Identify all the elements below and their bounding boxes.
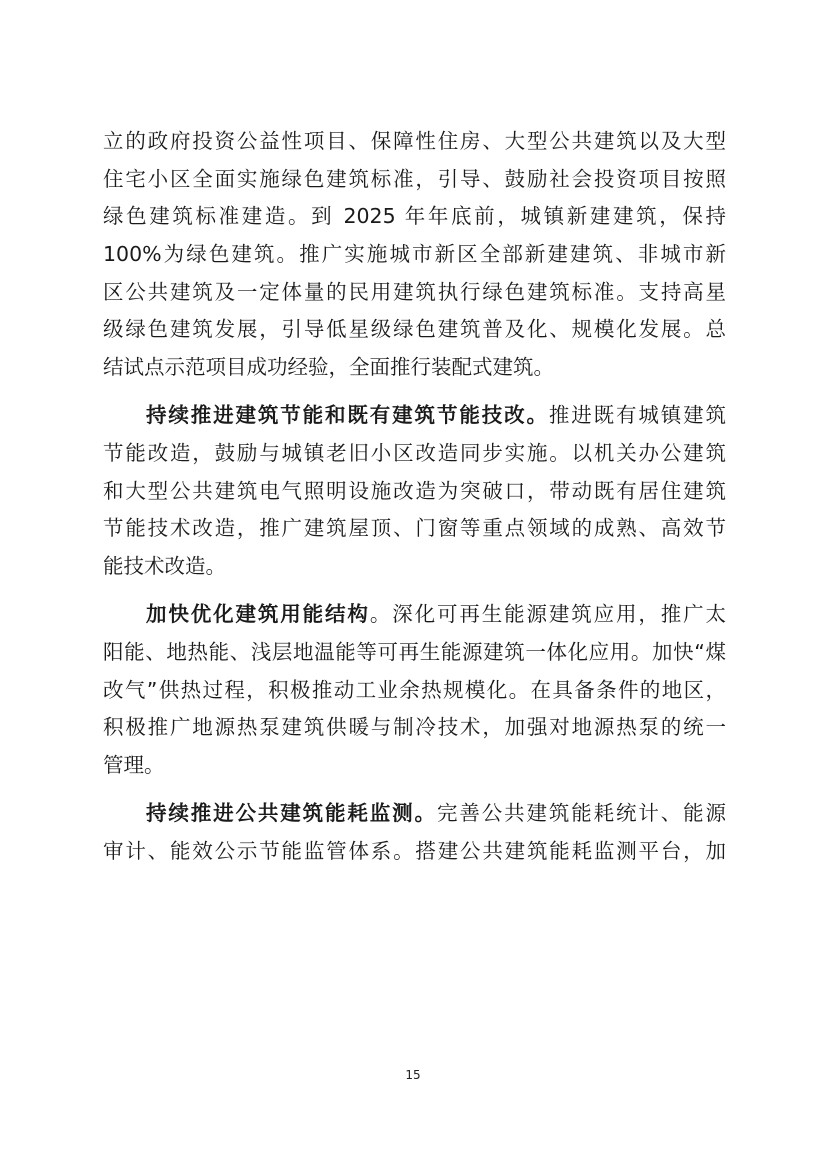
text-line: 和大型公共建筑电气照明设施改造为突破口，带动既有居住建筑	[103, 478, 726, 503]
paragraph-heading: 持续推进建筑节能和既有建筑节能技改。	[146, 403, 549, 428]
text-line: 100%为绿色建筑。推广实施城市新区全部新建建筑、非城市新	[103, 242, 726, 267]
text-line: 管理。	[103, 753, 165, 777]
paragraph-heading: 加快优化建筑用能结构	[146, 602, 370, 627]
text-line: 阳能、地热能、浅层地温能等可再生能源建筑一体化应用。加快“煤	[103, 639, 726, 664]
text-line: 绿色建筑标准建造。到 2025 年年底前，城镇新建建筑，保持	[103, 204, 726, 229]
paragraph-text: 推进既有城镇建筑	[548, 403, 726, 428]
paragraph-first-line	[103, 596, 726, 634]
paragraph-text: 。深化可再生能源建筑应用，推广太	[369, 602, 726, 627]
paragraph-first-line	[103, 795, 726, 833]
paragraph-first-line	[103, 397, 726, 435]
paragraph-heading: 持续推进公共建筑能耗监测。	[146, 801, 437, 826]
text-line: 立的政府投资公益性项目、保障性住房、大型公共建筑以及大型	[103, 129, 726, 153]
page-number: 15	[405, 1068, 421, 1082]
text-line: 节能改造，鼓励与城镇老旧小区改造同步实施。以机关办公建筑	[103, 441, 726, 465]
text-line: 区公共建筑及一定体量的民用建筑执行绿色建筑标准。支持高星	[103, 279, 726, 304]
paragraph-text: 完善公共建筑能耗统计、能源	[436, 801, 726, 826]
text-line: 积极推广地源热泵建筑供暖与制冷技术，加强对地源热泵的统一	[103, 715, 726, 740]
text-line: 结试点示范项目成功经验，全面推行装配式建筑。	[103, 355, 554, 380]
text-line: 住宅小区全面实施绿色建筑标准，引导、鼓励社会投资项目按照	[103, 166, 726, 191]
text-line: 节能技术改造，推广建筑屋顶、门窗等重点领域的成熟、高效节	[103, 516, 726, 541]
text-line: 能技术改造。	[103, 554, 226, 579]
text-line: 级绿色建筑发展，引导低星级绿色建筑普及化、规模化发展。总	[103, 317, 726, 342]
text-line: 改气”供热过程，积极推动工业余热规模化。在具备条件的地区，	[103, 677, 726, 702]
body-text	[103, 123, 726, 871]
text-line: 审计、能效公示节能监管体系。搭建公共建筑能耗监测平台，加	[103, 838, 726, 863]
